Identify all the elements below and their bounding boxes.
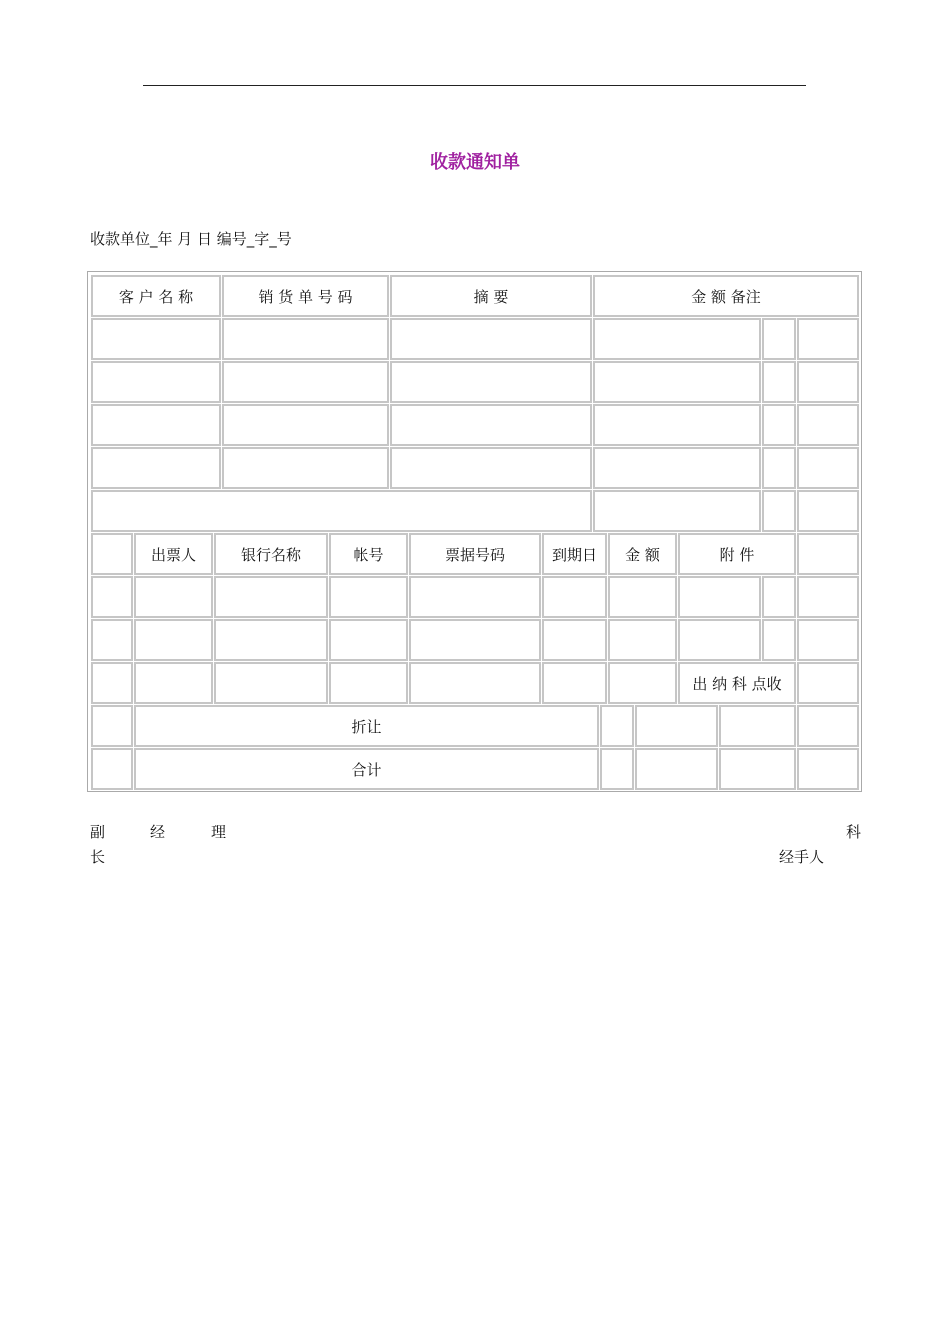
table-cell (390, 404, 592, 446)
subheader-bank-name: 银行名称 (214, 533, 328, 575)
table-cell (91, 318, 221, 360)
table-cell (329, 619, 408, 661)
table-cell (600, 705, 634, 747)
table-cell (797, 662, 859, 704)
table-cell (797, 533, 859, 575)
header-amount-remarks: 金 额 备注 (593, 275, 859, 317)
table-cell (91, 748, 133, 790)
table-cell (797, 447, 859, 489)
table-cell (390, 447, 592, 489)
table-cell (762, 404, 796, 446)
table-cell (542, 576, 607, 618)
table-cell (635, 748, 718, 790)
table-cell (797, 404, 859, 446)
table-cell (409, 619, 541, 661)
table-cell-merged (91, 490, 592, 532)
subheader-drawer: 出票人 (134, 533, 213, 575)
table-cell (593, 490, 761, 532)
table-cell (719, 748, 796, 790)
table-cell (762, 490, 796, 532)
header-sales-order-no: 销 货 单 号 码 (222, 275, 389, 317)
table-cell (542, 619, 607, 661)
table-cell (762, 447, 796, 489)
signature-deputy-2: 经 (150, 823, 166, 841)
table-cell (719, 705, 796, 747)
table-cell (91, 576, 133, 618)
table-cell (390, 361, 592, 403)
table-cell (678, 576, 761, 618)
table-cell (222, 447, 389, 489)
discount-label: 折让 (134, 705, 599, 747)
table-cell (214, 619, 328, 661)
table-cell (762, 361, 796, 403)
table-cell (409, 662, 541, 704)
table-cell (134, 662, 213, 704)
subheader-bill-number: 票据号码 (409, 533, 541, 575)
table-cell (91, 619, 133, 661)
table-cell (409, 576, 541, 618)
document-title: 收款通知单 (430, 152, 520, 173)
table-cell (91, 447, 221, 489)
table-cell (797, 490, 859, 532)
receipt-label: 出 纳 科 点收 (678, 662, 796, 704)
table-cell (797, 318, 859, 360)
table-cell (593, 447, 761, 489)
table-cell (134, 619, 213, 661)
table-cell (608, 662, 677, 704)
signature-deputy-1: 副 (90, 823, 106, 841)
subheader-attachments: 附 件 (678, 533, 796, 575)
table-cell (797, 361, 859, 403)
table-cell (222, 404, 389, 446)
header-line: 收款单位_年 月 日 编号_字_号 (90, 230, 292, 248)
signature-handler: 经手人 (779, 848, 825, 866)
table-cell (329, 662, 408, 704)
table-cell (222, 318, 389, 360)
signature-deputy-3: 理 (211, 823, 227, 841)
table-cell (91, 662, 133, 704)
table-cell (91, 705, 133, 747)
table-cell (762, 576, 796, 618)
header-summary: 摘 要 (390, 275, 592, 317)
table-cell (762, 619, 796, 661)
table-cell (214, 662, 328, 704)
table-cell (91, 404, 221, 446)
table-cell (222, 361, 389, 403)
top-rule (143, 85, 806, 86)
total-label: 合计 (134, 748, 599, 790)
table-cell (678, 619, 761, 661)
subheader-amount: 金 额 (608, 533, 677, 575)
table-cell (329, 576, 408, 618)
table-cell (608, 619, 677, 661)
signature-section-chief-bottom: 长 (90, 848, 106, 866)
table-cell (390, 318, 592, 360)
signature-section-chief-top: 科 (846, 823, 862, 841)
table-cell (91, 361, 221, 403)
subheader-due-date: 到期日 (542, 533, 607, 575)
table-cell (593, 318, 761, 360)
header-customer-name: 客 户 名 称 (91, 275, 221, 317)
table-cell (797, 705, 859, 747)
table-cell (214, 576, 328, 618)
table-cell (635, 705, 718, 747)
table-cell (762, 318, 796, 360)
table-cell (542, 662, 607, 704)
table-cell (797, 748, 859, 790)
table-cell (91, 533, 133, 575)
table-cell (797, 576, 859, 618)
table-cell (134, 576, 213, 618)
table-cell (593, 361, 761, 403)
table-cell (608, 576, 677, 618)
subheader-account: 帐号 (329, 533, 408, 575)
table-cell (593, 404, 761, 446)
table-cell (600, 748, 634, 790)
table-cell (797, 619, 859, 661)
